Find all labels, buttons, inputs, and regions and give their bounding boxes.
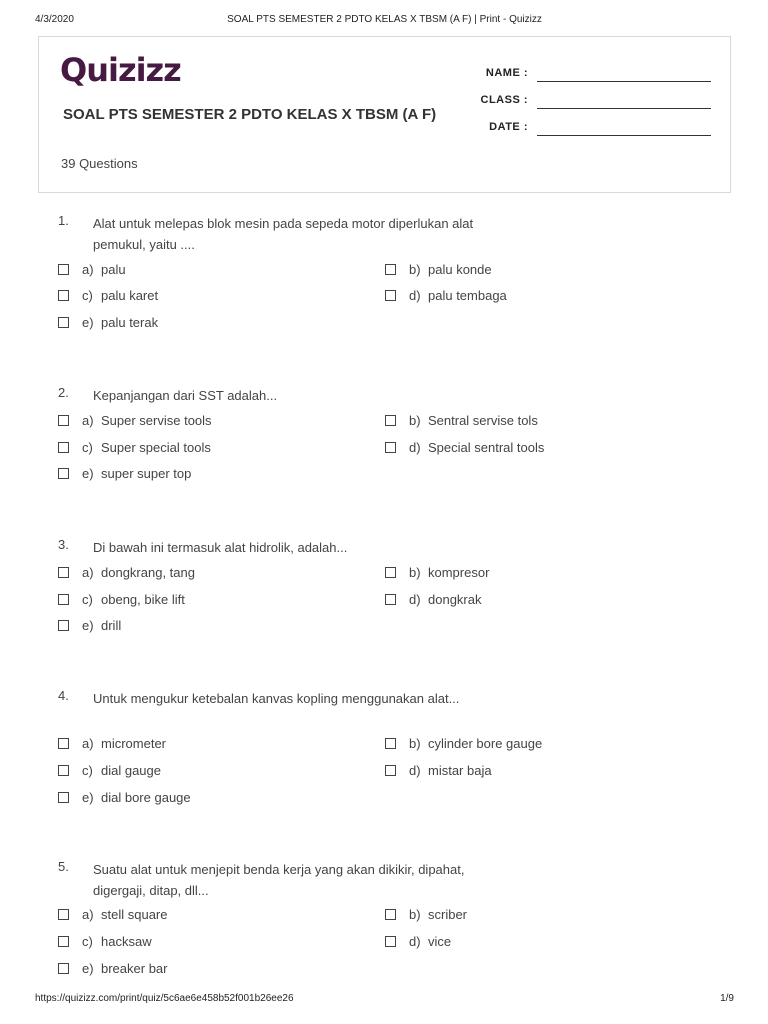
option-letter: d): [409, 288, 421, 303]
option-letter: d): [409, 592, 421, 607]
date-line[interactable]: [537, 135, 711, 136]
option-letter: e): [82, 466, 94, 481]
option-letter: a): [82, 736, 94, 751]
option-text: dongkrang, tang: [101, 565, 195, 580]
option-text: palu karet: [101, 288, 159, 303]
option-letter: c): [82, 763, 93, 778]
quiz-title: SOAL PTS SEMESTER 2 PDTO KELAS X TBSM (A F): [63, 106, 437, 123]
option-text: obeng, bike lift: [101, 592, 185, 607]
option-letter: b): [409, 565, 421, 580]
question-text: Untuk mengukur ketebalan kanvas kopling menggunakan alat...: [93, 691, 460, 706]
option-letter: d): [409, 440, 421, 455]
checkbox-icon[interactable]: [58, 468, 69, 479]
question-number: 5.: [58, 859, 69, 874]
option-text: breaker bar: [101, 961, 168, 976]
option-letter: b): [409, 907, 421, 922]
class-field[interactable]: [479, 94, 714, 114]
print-footer: [35, 993, 734, 1009]
checkbox-icon[interactable]: [58, 317, 69, 328]
question-text: Kepanjangan dari SST adalah...: [93, 388, 278, 403]
class-line[interactable]: [537, 108, 711, 109]
question-text: Suatu alat untuk menjepit benda kerja yang akan dikikir, dipahat, digergaji, ditap, dll...: [93, 862, 465, 898]
option-letter: c): [82, 934, 93, 949]
option-letter: e): [82, 315, 94, 330]
option-letter: d): [409, 934, 421, 949]
option-letter: c): [82, 288, 93, 303]
option-letter: a): [82, 262, 94, 277]
question-number: 3.: [58, 537, 69, 552]
checkbox-icon[interactable]: [58, 620, 69, 631]
option-text: kompresor: [428, 565, 490, 580]
date-field[interactable]: [479, 121, 714, 141]
page-number: 1/9: [720, 993, 734, 1004]
checkbox-icon[interactable]: [385, 415, 396, 426]
question-count: 39 Questions: [61, 156, 138, 171]
question-text: Alat untuk melepas blok mesin pada sepeda motor diperlukan alat pemukul, yaitu ....: [93, 216, 474, 252]
checkbox-icon[interactable]: [58, 415, 69, 426]
option-text: palu tembaga: [428, 288, 507, 303]
option-letter: d): [409, 763, 421, 778]
checkbox-icon[interactable]: [385, 264, 396, 275]
quizizz-logo: Quizizz: [60, 51, 181, 89]
option-letter: e): [82, 961, 94, 976]
checkbox-icon[interactable]: [58, 936, 69, 947]
option-letter: c): [82, 440, 93, 455]
checkbox-icon[interactable]: [58, 963, 69, 974]
class-label: CLASS :: [480, 94, 528, 106]
option-text: Super special tools: [101, 440, 211, 455]
option-letter: a): [82, 907, 94, 922]
option-text: scriber: [428, 907, 468, 922]
question-number: 4.: [58, 688, 69, 703]
checkbox-icon[interactable]: [385, 567, 396, 578]
checkbox-icon[interactable]: [385, 765, 396, 776]
checkbox-icon[interactable]: [58, 909, 69, 920]
checkbox-icon[interactable]: [58, 264, 69, 275]
option-text: palu: [101, 262, 126, 277]
date-label: DATE :: [489, 121, 528, 133]
option-letter: b): [409, 262, 421, 277]
option-text: palu terak: [101, 315, 159, 330]
checkbox-icon[interactable]: [58, 442, 69, 453]
checkbox-icon[interactable]: [58, 567, 69, 578]
option-text: mistar baja: [428, 763, 492, 778]
option-text: palu konde: [428, 262, 492, 277]
option-text: dial bore gauge: [101, 790, 191, 805]
checkbox-icon[interactable]: [58, 738, 69, 749]
name-line[interactable]: [537, 81, 711, 82]
option-text: super super top: [101, 466, 192, 481]
name-field[interactable]: [479, 67, 714, 87]
option-text: Super servise tools: [101, 413, 212, 428]
quiz-header-card: [38, 36, 731, 193]
option-text: stell square: [101, 907, 168, 922]
question-text: Di bawah ini termasuk alat hidrolik, adalah...: [93, 540, 348, 555]
question-number: 2.: [58, 385, 69, 400]
option-letter: a): [82, 565, 94, 580]
option-letter: e): [82, 618, 94, 633]
checkbox-icon[interactable]: [58, 290, 69, 301]
option-text: cylinder bore gauge: [428, 736, 543, 751]
option-text: Sentral servise tols: [428, 413, 538, 428]
checkbox-icon[interactable]: [385, 738, 396, 749]
checkbox-icon[interactable]: [385, 909, 396, 920]
checkbox-icon[interactable]: [58, 792, 69, 803]
print-date: 4/3/2020: [35, 14, 74, 25]
option-letter: e): [82, 790, 94, 805]
option-text: vice: [428, 934, 452, 949]
option-text: dongkrak: [428, 592, 482, 607]
question-number: 1.: [58, 213, 69, 228]
checkbox-icon[interactable]: [385, 594, 396, 605]
option-letter: a): [82, 413, 94, 428]
print-title: SOAL PTS SEMESTER 2 PDTO KELAS X TBSM (A F) | Print - Quizizz: [227, 14, 542, 25]
option-letter: b): [409, 413, 421, 428]
option-letter: c): [82, 592, 93, 607]
print-header: [35, 14, 734, 30]
checkbox-icon[interactable]: [385, 936, 396, 947]
option-text: dial gauge: [101, 763, 161, 778]
name-label: NAME :: [485, 67, 528, 79]
option-text: drill: [101, 618, 122, 633]
checkbox-icon[interactable]: [58, 765, 69, 776]
checkbox-icon[interactable]: [58, 594, 69, 605]
checkbox-icon[interactable]: [385, 442, 396, 453]
checkbox-icon[interactable]: [385, 290, 396, 301]
option-text: Special sentral tools: [428, 440, 545, 455]
option-text: hacksaw: [101, 934, 152, 949]
print-url[interactable]: https://quizizz.com/print/quiz/5c6ae6e458b52f001b26ee26: [35, 993, 294, 1004]
option-text: micrometer: [101, 736, 167, 751]
option-letter: b): [409, 736, 421, 751]
